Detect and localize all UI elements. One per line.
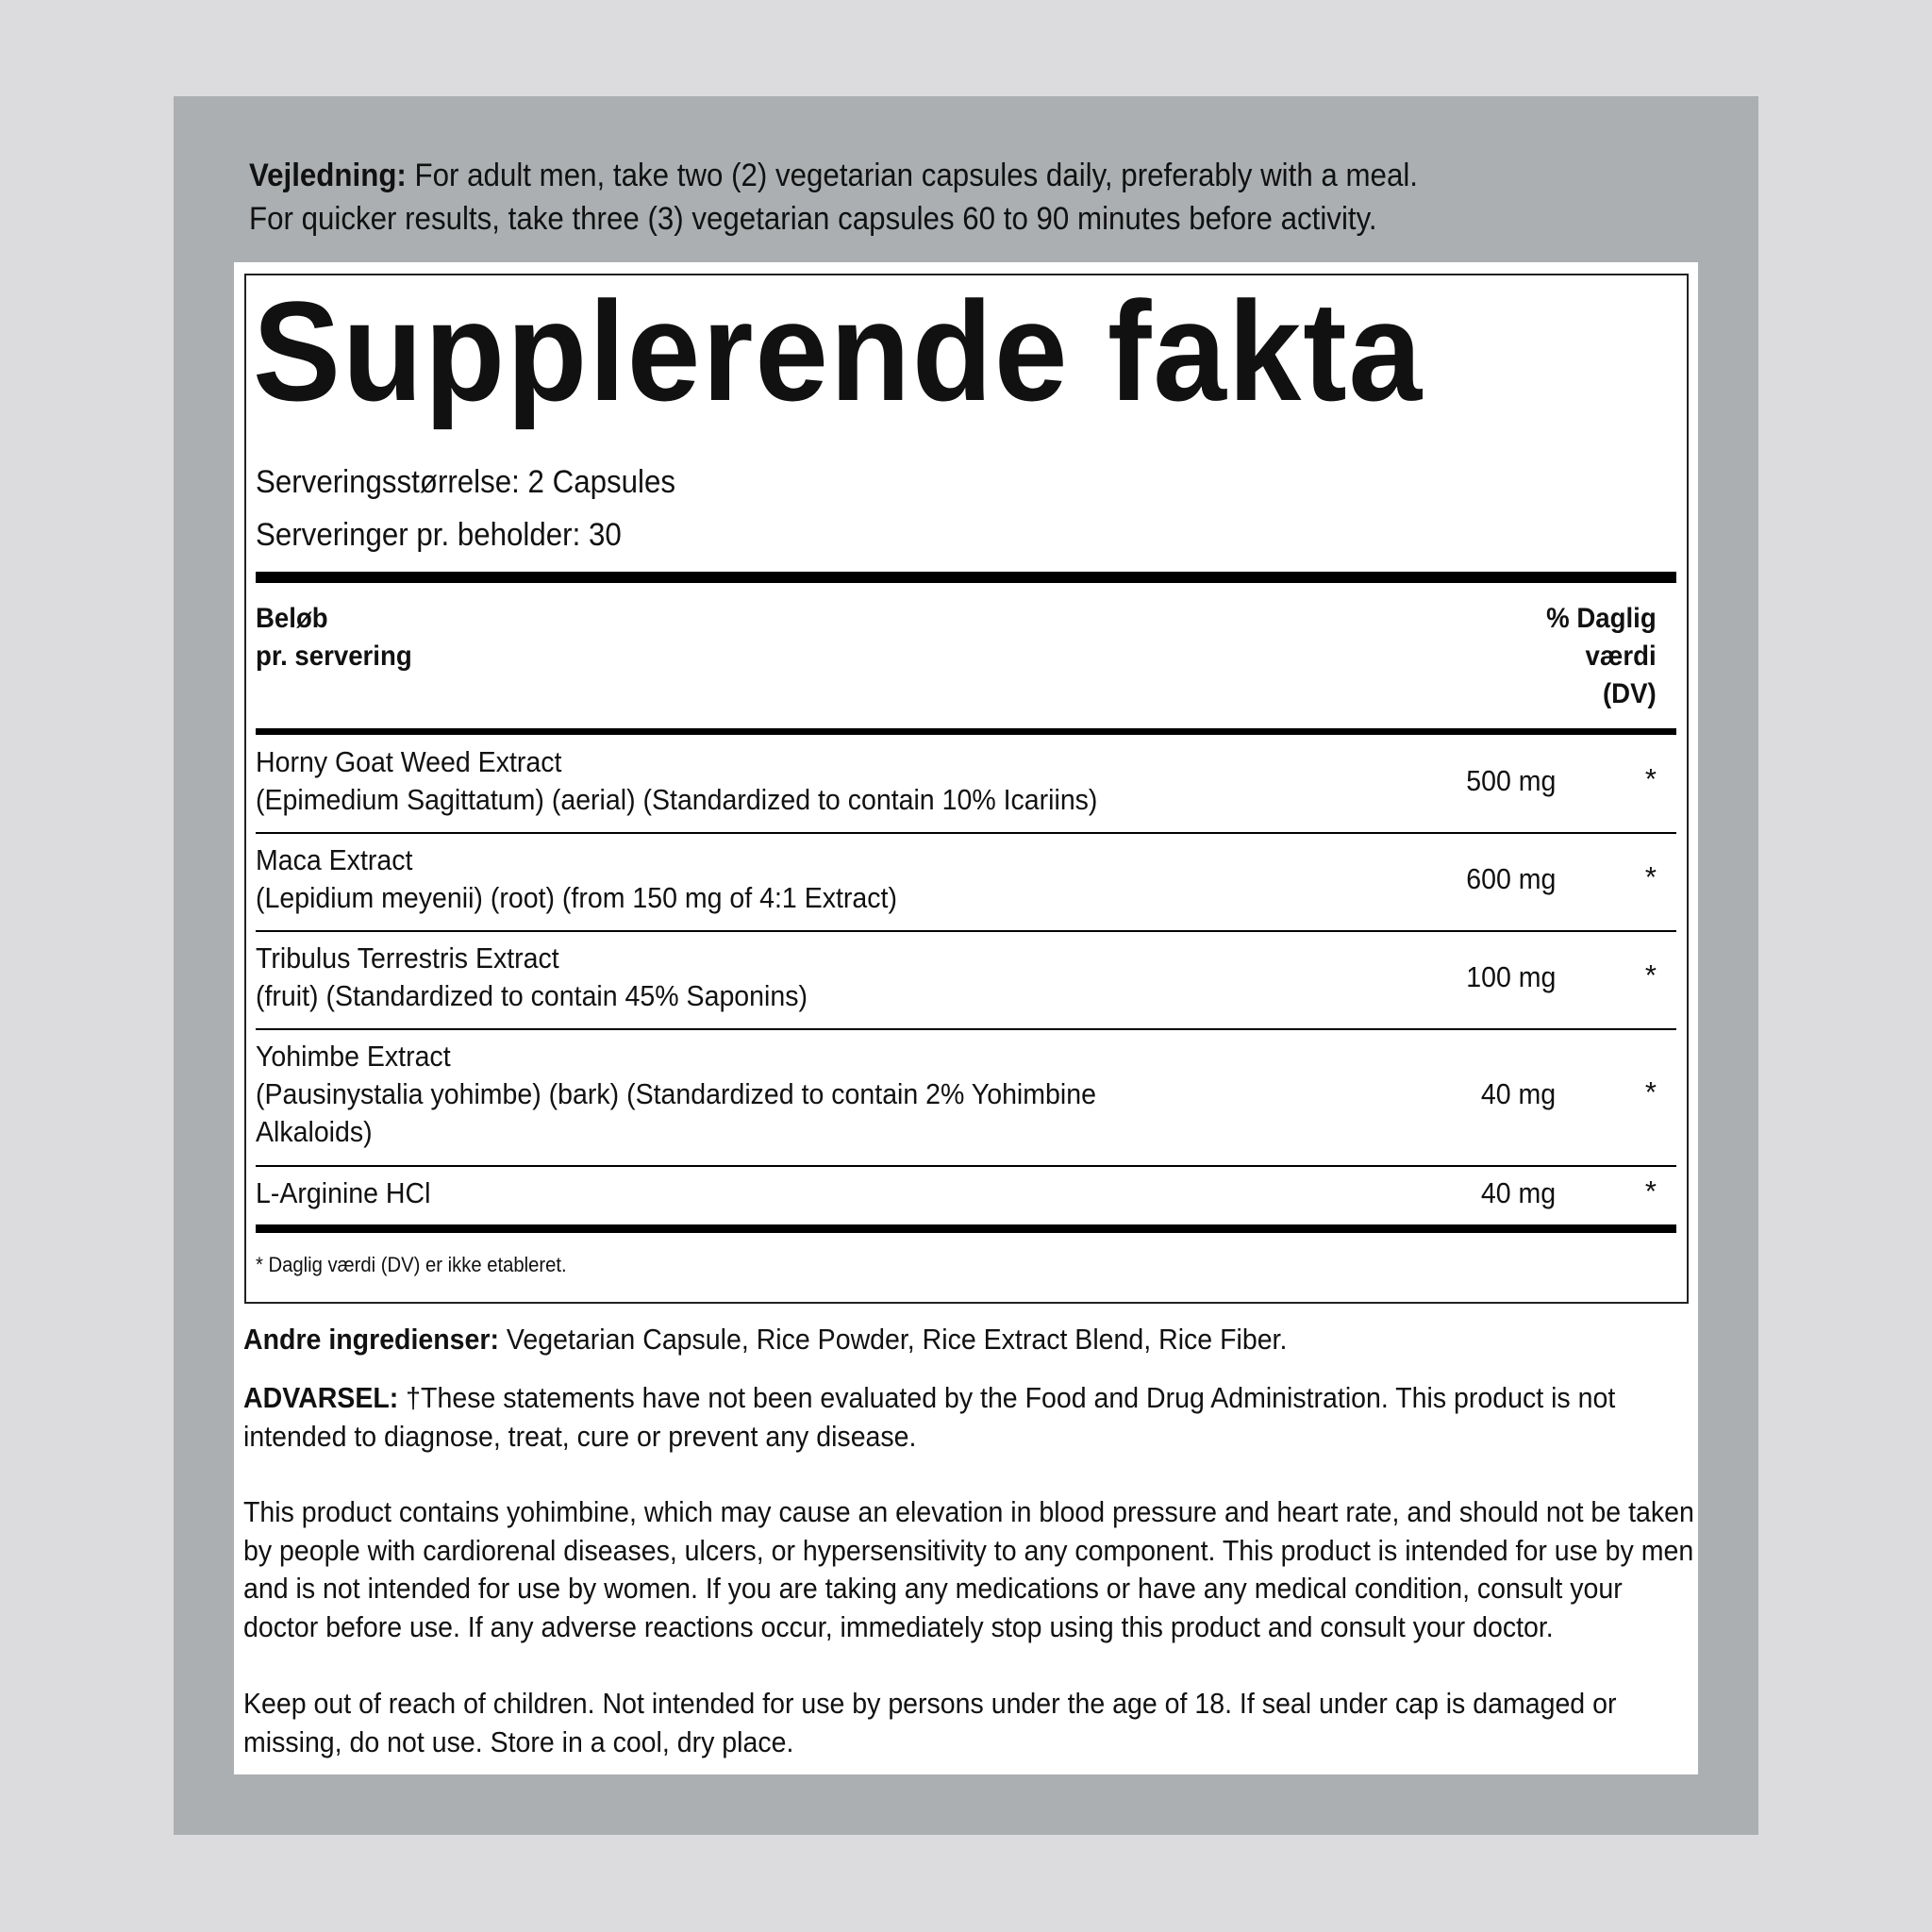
bottom-divider <box>256 1224 1676 1233</box>
table-row <box>256 1174 430 1212</box>
amount-header-line-2: pr. servering <box>256 641 412 672</box>
ingredient-amount: 100 mg <box>1465 960 1556 993</box>
table-row <box>256 1038 1096 1151</box>
dv-header-line-3: (DV) <box>1603 678 1657 709</box>
serving-size: Serveringsstørrelse: 2 Capsules <box>256 464 676 500</box>
row-divider <box>256 1165 1676 1167</box>
row-divider <box>256 832 1676 834</box>
table-row <box>256 940 808 1015</box>
other-ingredients <box>243 1321 1702 1359</box>
medium-divider <box>256 728 1676 735</box>
row-divider <box>256 1028 1676 1030</box>
ingredient-name: L-Arginine HCl <box>256 1176 431 1209</box>
ingredient-name: Maca Extract <box>256 843 413 876</box>
other-ingredients-label: Andre ingredienser: <box>243 1323 499 1356</box>
directions-label: Vejledning: <box>249 158 407 193</box>
servings-per-container: Serveringer pr. beholder: 30 <box>256 517 622 553</box>
ingredient-dv: * <box>1644 1075 1657 1108</box>
ingredient-dv: * <box>1644 958 1657 991</box>
ingredient-dv: * <box>1644 1174 1657 1208</box>
ingredient-detail: (fruit) (Standardized to contain 45% Saponins) <box>256 979 808 1012</box>
amount-per-serving-header <box>256 600 412 675</box>
table-row <box>256 841 897 917</box>
ingredient-amount: 40 mg <box>1480 1077 1556 1110</box>
warning-statement <box>243 1379 1702 1456</box>
yohimbine-warning: This product contains yohimbine, which may cause an elevation in blood pressure and heart rate, and should not be taken by people with cardiorenal diseases, ulcers, or hypersensitivity to any component. This product is intended for use by men and is not intended for use by women. If you are taking any medications or have any medical condition, consult your doctor before use. If any adverse reactions occur, immediately stop using this product and consult your doctor. <box>243 1495 1694 1643</box>
ingredient-name: Horny Goat Weed Extract <box>256 745 562 778</box>
storage-warning: Keep out of reach of children. Not intended for use by persons under the age of 18. If seal under cap is damaged or missing, do not use. Store in a cool, dry place. <box>243 1687 1617 1758</box>
ingredient-detail: (Lepidium meyenii) (root) (from 150 mg of 4:1 Extract) <box>256 881 897 914</box>
table-row <box>256 743 1097 819</box>
ingredient-name: Yohimbe Extract <box>256 1040 451 1073</box>
ingredient-detail: (Epimedium Sagittatum) (aerial) (Standardized to contain 10% Icariins) <box>256 783 1098 816</box>
row-divider <box>256 930 1676 932</box>
daily-value-header <box>1546 600 1657 713</box>
ingredient-dv: * <box>1644 860 1657 893</box>
warning-label: ADVARSEL: <box>243 1381 399 1414</box>
dv-footnote: * Daglig værdi (DV) er ikke etableret. <box>256 1253 567 1276</box>
ingredient-detail: (Pausinystalia yohimbe) (bark) (Standardized to contain 2% Yohimbine <box>256 1077 1096 1110</box>
ingredient-detail-continued: Alkaloids) <box>256 1115 373 1148</box>
amount-header-line-1: Beløb <box>256 603 328 634</box>
dv-header-line-1: % Daglig <box>1546 603 1657 634</box>
other-ingredients-text: Vegetarian Capsule, Rice Powder, Rice Extract Blend, Rice Fiber. <box>498 1323 1288 1356</box>
directions-line-2: For quicker results, take three (3) vegetarian capsules 60 to 90 minutes before activity. <box>249 201 1377 237</box>
ingredient-dv: * <box>1644 762 1657 795</box>
ingredient-amount: 40 mg <box>1480 1176 1556 1209</box>
dv-header-line-2: værdi <box>1585 641 1657 672</box>
ingredient-amount: 500 mg <box>1465 764 1556 797</box>
facts-title: Supplerende fakta <box>253 272 1424 430</box>
directions <box>249 154 1603 241</box>
thick-divider <box>256 572 1676 583</box>
ingredient-name: Tribulus Terrestris Extract <box>256 941 559 974</box>
warning-text: †These statements have not been evaluated by the Food and Drug Administration. This product is not intended to diagnose, treat, cure or prevent any disease. <box>243 1381 1616 1453</box>
ingredient-amount: 600 mg <box>1465 862 1556 895</box>
directions-line-1: For adult men, take two (2) vegetarian capsules daily, preferably with a meal. <box>406 158 1418 193</box>
